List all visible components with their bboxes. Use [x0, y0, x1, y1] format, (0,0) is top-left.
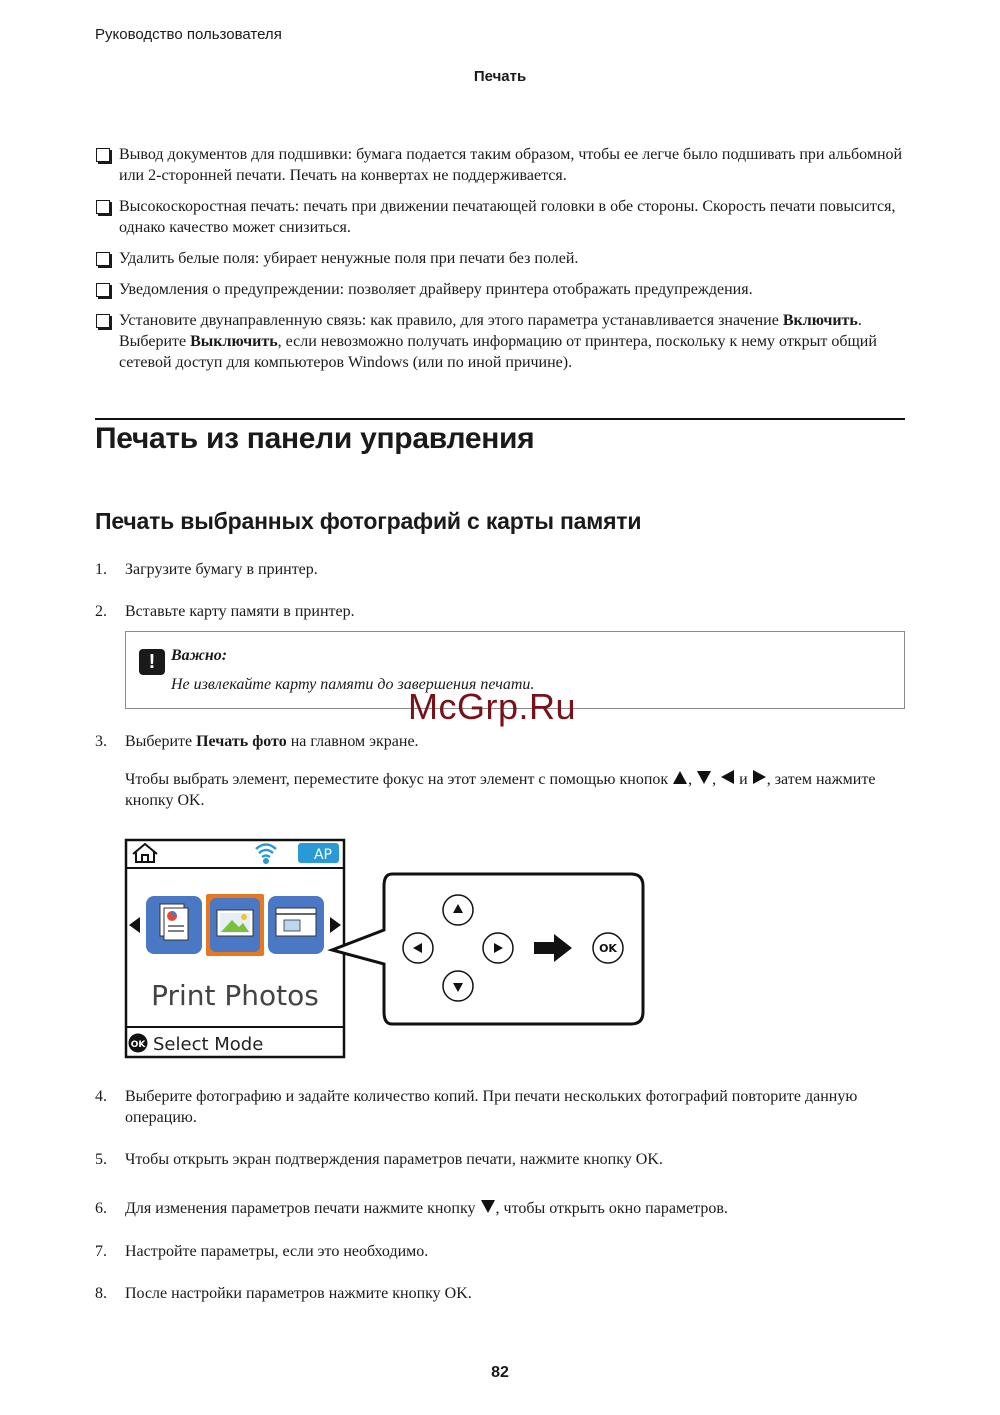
list-item [95, 310, 905, 373]
ok-key-label: OK [599, 942, 617, 955]
lcd-mode-label: Print Photos [151, 979, 319, 1012]
control-panel-illustration [120, 834, 660, 1064]
note-text: Не извлекайте карту памяти до завершения печати. [171, 676, 535, 693]
step-number: 6. [95, 1200, 107, 1217]
step-text: Выберите Печать фото на главном экране. [125, 733, 419, 750]
list-item [95, 279, 905, 300]
step-item [95, 1283, 905, 1304]
step-number: 2. [95, 603, 107, 620]
step-number: 4. [95, 1088, 107, 1105]
step-text: Загрузите бумагу в принтер. [125, 561, 318, 578]
step-text: Для изменения параметров печати нажмите кнопку , чтобы открыть окно параметров. [125, 1200, 728, 1217]
step-item [95, 1086, 905, 1128]
svg-text:AP: AP [313, 847, 333, 863]
copy-mode-icon [146, 896, 202, 954]
step-text: После настройки параметров нажмите кнопку OK. [125, 1285, 472, 1302]
step-number: 7. [95, 1243, 107, 1260]
ok-badge-icon [129, 1034, 148, 1053]
checkbox-bullet-icon [96, 148, 110, 162]
step-number: 3. [95, 733, 107, 750]
instruction-paragraph: Чтобы выбрать элемент, переместите фокус на этот элемент с помощью кнопок , , и , затем нажмите кнопку OK. [125, 771, 876, 809]
note-title: Важно: [171, 647, 228, 664]
list-item-text: Вывод документов для подшивки: бумага подается таким образом, чтобы ее легче было подшивать при альбомной или 2-сторонней печати. Печать на конвертах не поддерживается. [119, 146, 903, 184]
step-text: Выберите фотографию и задайте количество копий. При печати нескольких фотографий повторите данную операцию. [125, 1088, 858, 1126]
step-item [95, 601, 905, 622]
step-text: Настройте параметры, если это необходимо. [125, 1243, 429, 1260]
list-item-text: Установите двунаправленную связь: как правило, для этого параметра устанавливается значение Включить. Выберите Выключить, если невозможно получать информацию от принтера, поскольку к нему открыт общий сетевой доступ для компьютеров Windows (или по иной причине). [119, 312, 877, 371]
step-item [95, 559, 905, 580]
section-title: Печать [473, 68, 527, 85]
list-item [95, 196, 905, 238]
arrow-right-icon [753, 770, 766, 784]
document-title: Руководство пользователя [95, 26, 282, 43]
list-item [95, 248, 905, 269]
step-text: Чтобы открыть экран подтверждения параметров печати, нажмите кнопку OK. [125, 1151, 663, 1168]
access-point-badge [298, 843, 339, 863]
svg-text:OK: OK [130, 1040, 146, 1050]
heading-sub: Печать выбранных фотографий с карты памяти [95, 508, 642, 534]
arrow-down-icon [697, 771, 711, 784]
print-photos-mode-icon [206, 894, 264, 956]
step-number: 1. [95, 561, 107, 578]
arrow-left-icon [721, 770, 734, 784]
step-item [95, 1149, 905, 1170]
arrow-down-icon [481, 1200, 495, 1213]
step-text: Вставьте карту памяти в принтер. [125, 603, 355, 620]
list-item [95, 144, 905, 186]
step-item [95, 1241, 905, 1262]
step-item [95, 731, 905, 752]
heading-main: Печать из панели управления [95, 422, 535, 455]
lcd-screen [126, 840, 344, 1057]
watermark: McGrp.Ru [408, 686, 577, 727]
checkbox-bullet-icon [96, 252, 110, 266]
list-item-text: Уведомления о предупреждении: позволяет драйверу принтера отображать предупреждения. [119, 281, 753, 298]
lcd-footer-text: Select Mode [153, 1034, 264, 1055]
checkbox-bullet-icon [96, 283, 110, 297]
section-divider [95, 418, 905, 420]
step-number: 5. [95, 1151, 107, 1168]
checkbox-bullet-icon [96, 314, 110, 328]
checkbox-bullet-icon [96, 200, 110, 214]
list-item-text: Удалить белые поля: убирает ненужные поля при печати без полей. [119, 250, 579, 267]
list-item-text: Высокоскоростная печать: печать при движении печатающей головки в обе стороны. Скорость печати повысится, однако качество может снизиться. [119, 198, 896, 236]
page-number: 82 [491, 1364, 509, 1381]
arrow-up-icon [673, 771, 687, 784]
step-item [95, 1198, 905, 1219]
step-number: 8. [95, 1285, 107, 1302]
scan-mode-icon [268, 896, 324, 954]
warning-icon: ! [139, 649, 165, 675]
